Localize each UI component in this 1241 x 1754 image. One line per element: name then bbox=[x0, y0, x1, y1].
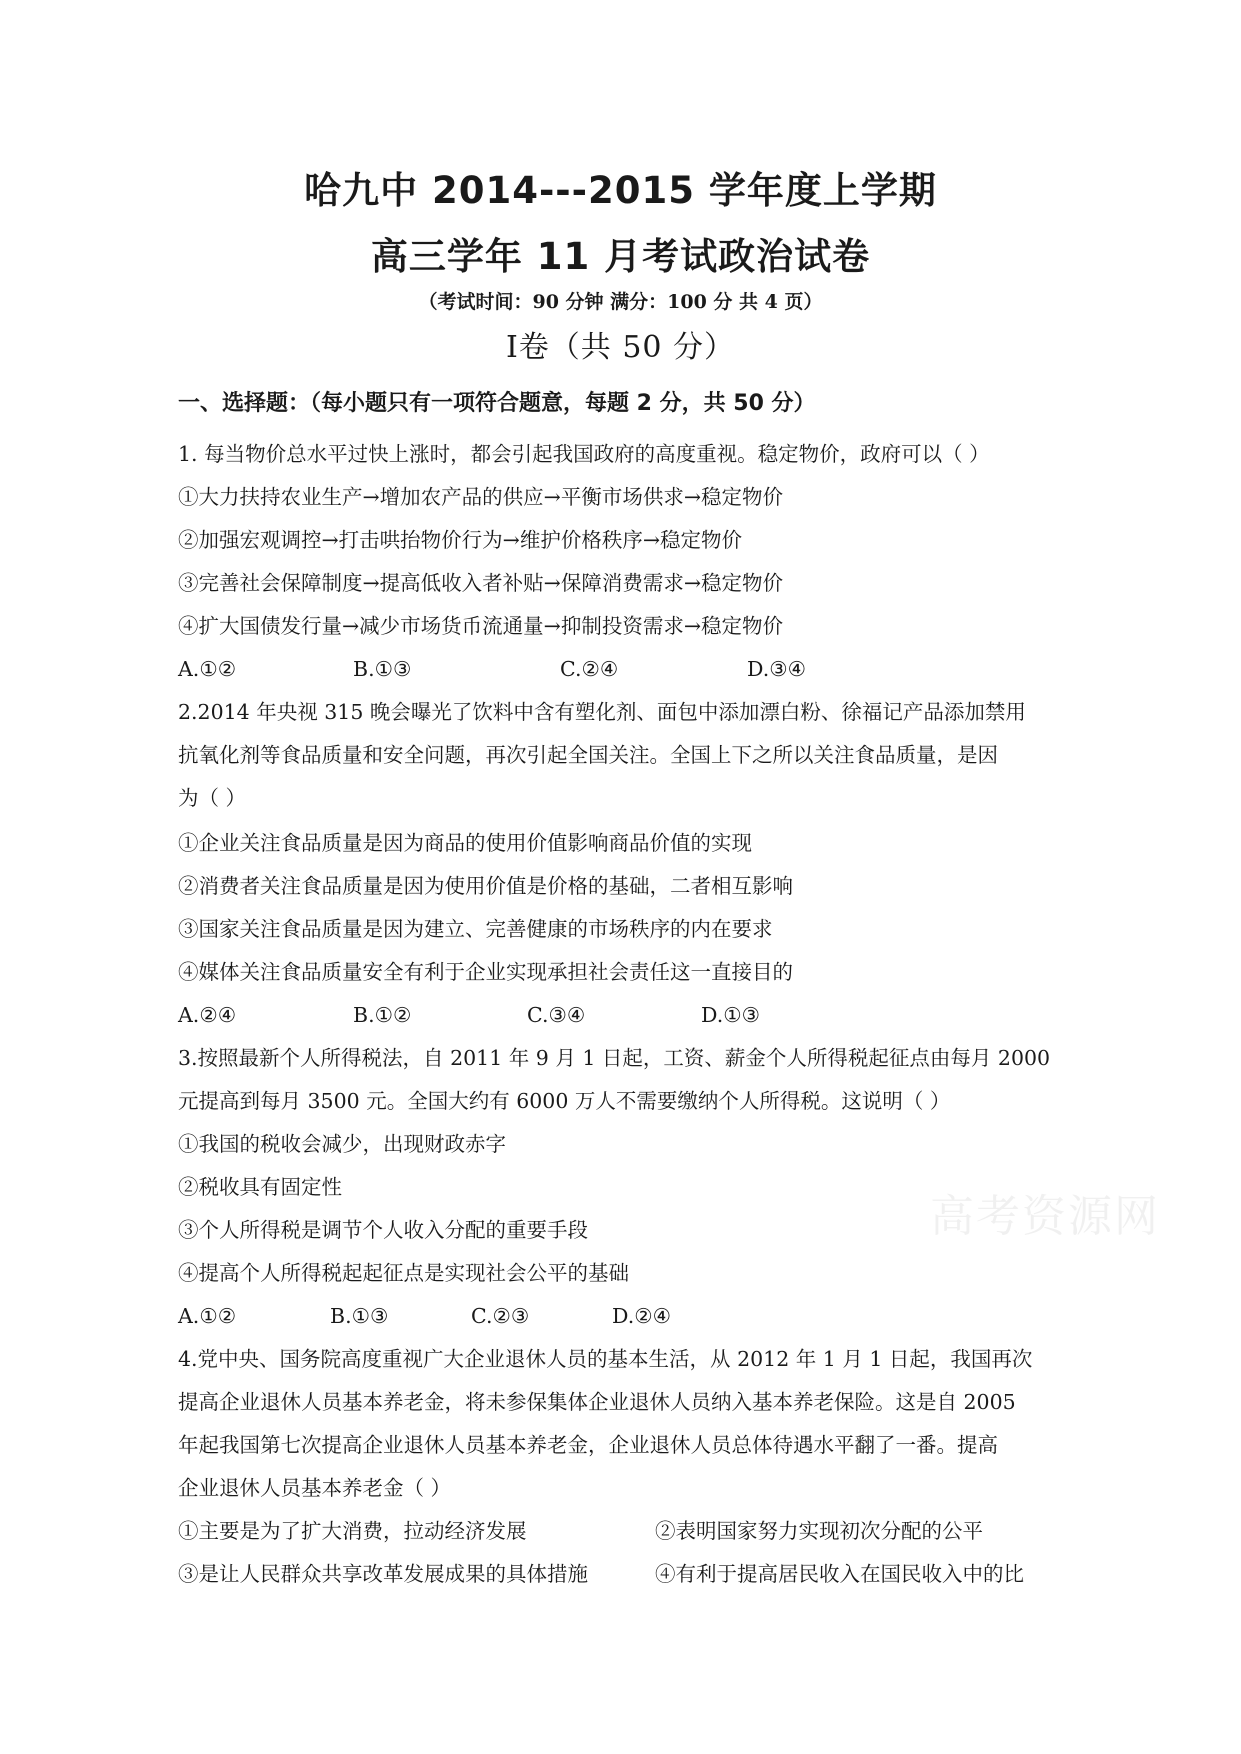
q1-stem: 1. 每当物价总水平过快上涨时，都会引起我国政府的高度重视。稳定物价，政府可以（ ） bbox=[178, 442, 990, 466]
q2-item-1: ①企业关注食品质量是因为商品的使用价值影响商品价值的实现 bbox=[178, 831, 752, 855]
q3-stem-line2: 元提高到每月 3500 元。全国大约有 6000 万人不需要缴纳个人所得税。这说明（ ） bbox=[178, 1089, 951, 1113]
q2-stem-line1: 2.2014 年央视 315 晚会曝光了饮料中含有塑化剂、面包中添加漂白粉、徐福记产品添加禁用 bbox=[178, 700, 1026, 724]
q3-item-3: ③个人所得税是调节个人收入分配的重要手段 bbox=[178, 1218, 588, 1242]
q1-option-d: D.③④ bbox=[747, 657, 806, 681]
q3-item-2: ②税收具有固定性 bbox=[178, 1175, 342, 1199]
q4-stem-line1: 4.党中央、国务院高度重视广大企业退休人员的基本生活，从 2012 年 1 月 1 日起，我国再次 bbox=[178, 1347, 1033, 1371]
section-heading: 一、选择题：（每小题只有一项符合题意，每题 2 分，共 50 分） bbox=[178, 391, 816, 416]
q1-item-1: ①大力扶持农业生产→增加农产品的供应→平衡市场供求→稳定物价 bbox=[178, 485, 784, 509]
q1-item-3: ③完善社会保障制度→提高低收入者补贴→保障消费需求→稳定物价 bbox=[178, 571, 784, 595]
q4-item-3: ③是让人民群众共享改革发展成果的具体措施 bbox=[178, 1562, 588, 1586]
q2-item-3: ③国家关注食品质量是因为建立、完善健康的市场秩序的内在要求 bbox=[178, 917, 773, 941]
q1-item-2: ②加强宏观调控→打击哄抬物价行为→维护价格秩序→稳定物价 bbox=[178, 528, 743, 552]
volume-heading: Ⅰ卷（共 50 分） bbox=[505, 330, 736, 365]
q2-option-c: C.③④ bbox=[527, 1003, 586, 1027]
q1-item-4: ④扩大国债发行量→减少市场货币流通量→抑制投资需求→稳定物价 bbox=[178, 614, 784, 638]
q2-item-2: ②消费者关注食品质量是因为使用价值是价格的基础，二者相互影响 bbox=[178, 874, 793, 898]
q2-stem-line3: 为（ ） bbox=[178, 786, 247, 810]
q2-stem-line2: 抗氧化剂等食品质量和安全问题，再次引起全国关注。全国上下之所以关注食品质量，是因 bbox=[178, 743, 998, 767]
q3-stem-line1: 3.按照最新个人所得税法，自 2011 年 9 月 1 日起，工资、薪金个人所得税起征点由每月 2000 bbox=[178, 1046, 1051, 1070]
exam-info: （考试时间：90 分钟 满分：100 分 共 4 页） bbox=[418, 291, 823, 313]
q3-option-a: A.①② bbox=[178, 1304, 237, 1328]
q2-option-a: A.②④ bbox=[178, 1003, 237, 1027]
q3-item-4: ④提高个人所得税起起征点是实现社会公平的基础 bbox=[178, 1261, 629, 1285]
q4-item-1: ①主要是为了扩大消费，拉动经济发展 bbox=[178, 1519, 527, 1543]
watermark: 高考资源网 bbox=[930, 1191, 1160, 1242]
q1-option-b: B.①③ bbox=[353, 657, 412, 681]
q2-item-4: ④媒体关注食品质量安全有利于企业实现承担社会责任这一直接目的 bbox=[178, 960, 793, 984]
exam-title-line2: 高三学年 11 月考试政治试卷 bbox=[370, 235, 871, 278]
q3-item-1: ①我国的税收会减少，出现财政赤字 bbox=[178, 1132, 506, 1156]
q4-stem-line4: 企业退休人员基本养老金（ ） bbox=[178, 1476, 452, 1500]
q4-stem-line3: 年起我国第七次提高企业退休人员基本养老金，企业退休人员总体待遇水平翻了一番。提高 bbox=[178, 1433, 998, 1457]
q1-option-a: A.①② bbox=[178, 657, 237, 681]
q3-option-c: C.②③ bbox=[471, 1304, 530, 1328]
q1-option-c: C.②④ bbox=[560, 657, 619, 681]
exam-title-line1: 哈九中 2014---2015 学年度上学期 bbox=[304, 169, 937, 212]
q2-option-d: D.①③ bbox=[701, 1003, 760, 1027]
q4-item-4: ④有利于提高居民收入在国民收入中的比 bbox=[655, 1562, 1024, 1586]
q4-item-2: ②表明国家努力实现初次分配的公平 bbox=[655, 1519, 983, 1543]
q4-stem-line2: 提高企业退休人员基本养老金，将未参保集体企业退休人员纳入基本养老保险。这是自 2005 bbox=[178, 1390, 1016, 1414]
q3-option-d: D.②④ bbox=[612, 1304, 671, 1328]
q2-option-b: B.①② bbox=[353, 1003, 412, 1027]
q3-option-b: B.①③ bbox=[330, 1304, 389, 1328]
